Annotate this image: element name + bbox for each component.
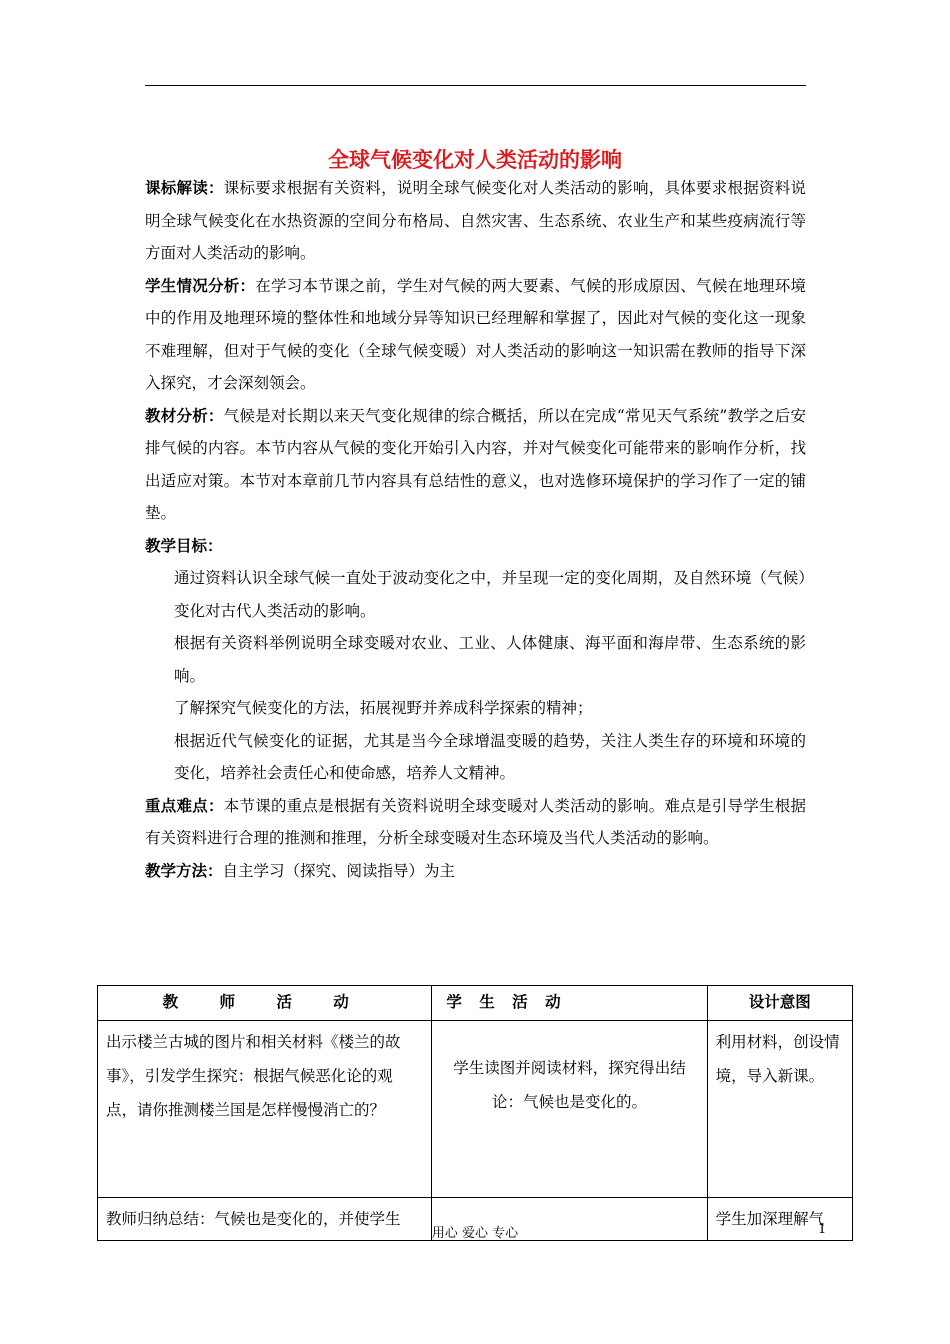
goal-item: 根据有关资料举例说明全球变暖对农业、工业、人体健康、海平面和海岸带、生态系统的影响。 — [174, 634, 806, 685]
methods-label: 教学方法： — [145, 861, 223, 880]
lesson-plan-table — [97, 985, 853, 1241]
student-activity-cell: 学生读图并阅读材料，探究得出结论：气候也是变化的。 — [432, 1021, 707, 1198]
teacher-activity-cell: 出示楼兰古城的图片和相关材料《楼兰的故事》，引发学生探究：根据气候恶化论的观点，请你推测楼兰国是怎样慢慢消亡的？ — [98, 1021, 432, 1198]
design-intent-cell: 利用材料，创设情境，导入新课。 — [707, 1021, 852, 1198]
goal-item: 根据近代气候变化的证据，尤其是当今全球增温变暖的趋势，关注人类生存的环境和环境的变化，培养社会责任心和使命感，培养人文精神。 — [174, 731, 806, 782]
textbook-text: 气候是对长期以来天气变化规律的综合概括，所以在完成“常见天气系统”教学之后安排气候的内容。本节内容从气候的变化开始引入内容，并对气候变化可能带来的影响作分析，找出适应对策。本节对本章前几节内容具有总结性的意义，也对选修环境保护的学习作了一定的铺垫。 — [145, 406, 806, 522]
document-title: 全球气候变化对人类活动的影响 — [328, 148, 622, 172]
students-label: 学生情况分析： — [145, 276, 256, 295]
header-rule — [145, 85, 806, 86]
header-student-activity: 学 生 活 动 — [432, 986, 707, 1021]
footer-slogan: 用心 爱心 专心 — [431, 1226, 519, 1241]
design-intent-cell: 学生加深理解气 — [707, 1198, 852, 1241]
methods-paragraph — [145, 855, 806, 888]
goal-item: 通过资料认识全球气候一直处于波动变化之中，并呈现一定的变化周期，及自然环境（气候）变化对古代人类活动的影响。 — [174, 569, 806, 620]
textbook-paragraph — [145, 400, 806, 530]
key-points-text: 本节课的重点是根据有关资料说明全球变暖对人类活动的影响。难点是引导学生根据有关资料进行合理的推测和推理，分析全球变暖对生态环境及当代人类活动的影响。 — [145, 796, 806, 847]
header-design-intent: 设计意图 — [707, 986, 852, 1021]
curriculum-paragraph — [145, 172, 806, 270]
table-row — [98, 1021, 853, 1198]
page-number: 1 — [818, 1222, 827, 1237]
methods-text: 自主学习（探究、阅读指导）为主 — [222, 861, 456, 880]
students-text: 在学习本节课之前，学生对气候的两大要素、气候的形成原因、气候在地理环境中的作用及地理环境的整体性和地域分异等知识已经理解和掌握了，因此对气候的变化这一现象不难理解，但对于气候的变化（全球气候变暖）对人类活动的影响这一知识需在教师的指导下深入探究，才会深刻领会。 — [145, 276, 806, 392]
students-paragraph — [145, 270, 806, 400]
goals-heading — [145, 530, 806, 563]
goals-label: 教学目标： — [145, 536, 223, 555]
key-points-paragraph — [145, 790, 806, 855]
teacher-activity-cell: 教师归纳总结：气候也是变化的，并使学生 — [98, 1198, 432, 1241]
curriculum-text: 课标要求根据有关资料，说明全球气候变化对人类活动的影响，具体要求根据资料说明全球气候变化在水热资源的空间分布格局、自然灾害、生态系统、农业生产和某些疫病流行等方面对人类活动的影响。 — [145, 179, 806, 262]
curriculum-label: 课标解读： — [145, 179, 224, 197]
header-teacher-activity: 教 师 活 动 — [98, 986, 432, 1021]
key-points-label: 重点难点： — [145, 796, 224, 815]
textbook-label: 教材分析： — [145, 406, 224, 425]
goal-item: 了解探究气候变化的方法，拓展视野并养成科学探索的精神； — [174, 699, 593, 717]
table-header-row — [98, 986, 853, 1021]
document-body — [145, 172, 806, 887]
